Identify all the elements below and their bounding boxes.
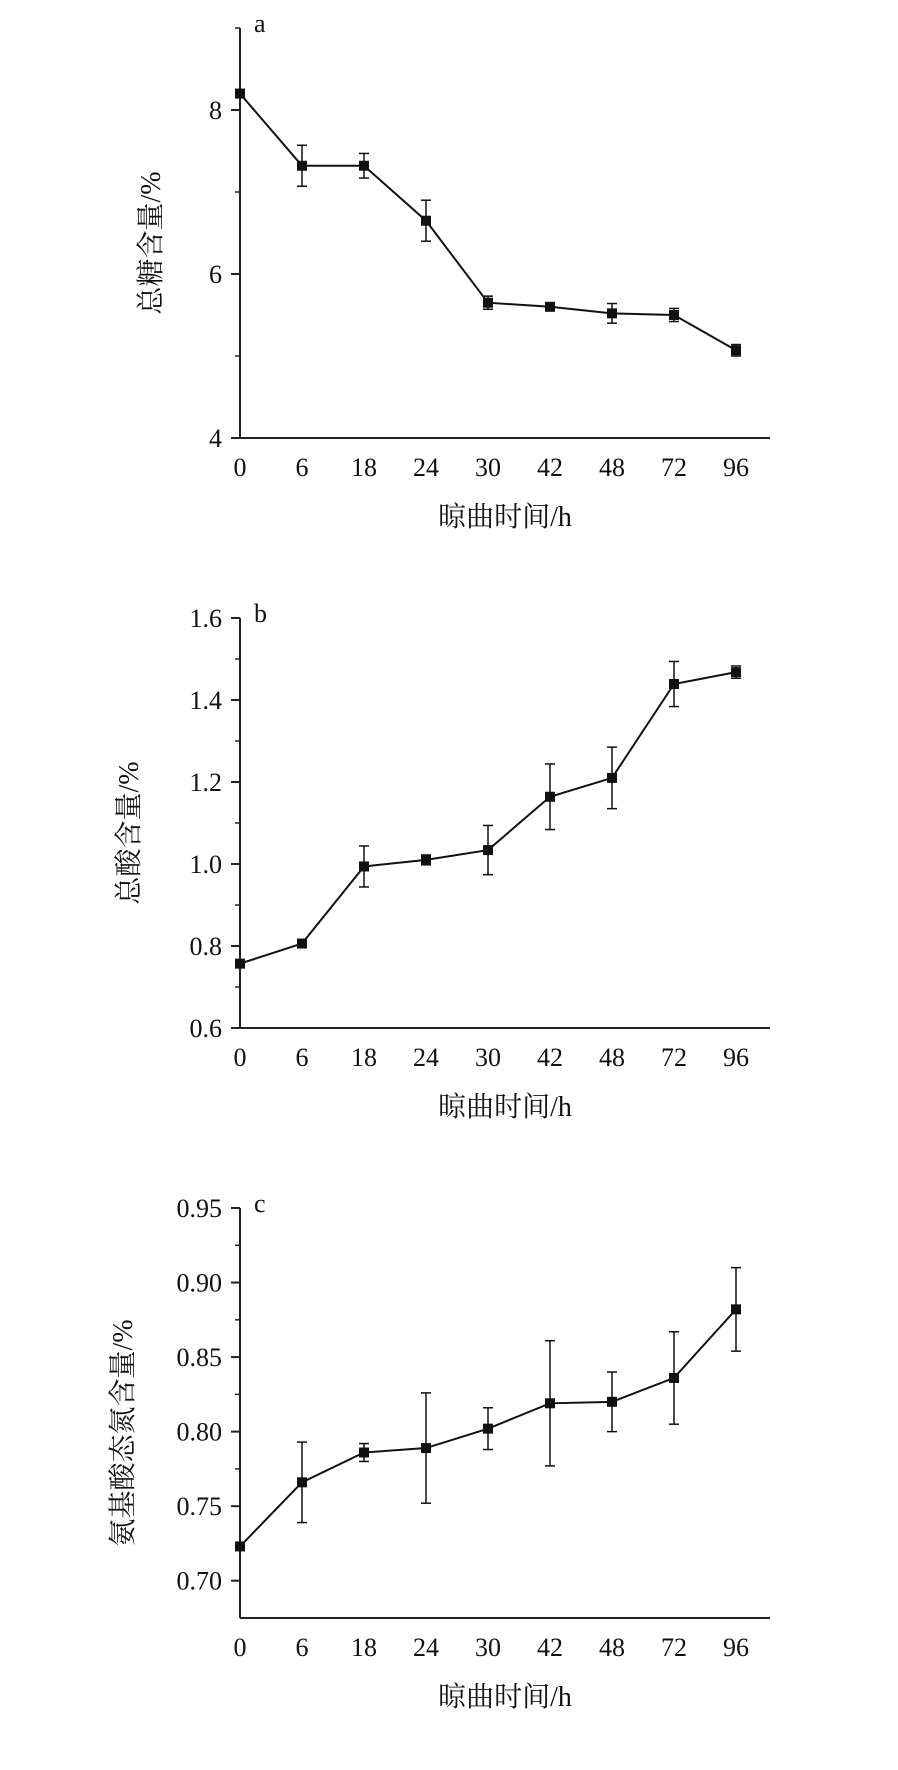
x-axis-title: 晾曲时间/h — [438, 1682, 572, 1713]
x-tick-label: 18 — [351, 1633, 377, 1662]
x-tick-label: 24 — [413, 1043, 439, 1072]
x-tick-label: 0 — [233, 453, 247, 482]
data-point-marker — [731, 345, 741, 355]
data-point-marker — [731, 1304, 741, 1314]
x-tick-label: 42 — [537, 453, 563, 482]
x-tick-label: 24 — [413, 453, 439, 482]
x-tick-label: 72 — [661, 1633, 687, 1662]
y-axis-title: 总酸含量/% — [114, 761, 145, 905]
x-tick-label: 96 — [723, 453, 749, 482]
panel-label: c — [254, 1189, 266, 1218]
data-point-marker — [607, 308, 617, 318]
x-tick-label: 6 — [295, 1633, 309, 1662]
data-point-marker — [669, 679, 679, 689]
x-tick-label: 48 — [599, 1633, 625, 1662]
panel-label: a — [254, 9, 266, 38]
y-tick-label: 1.4 — [189, 686, 222, 715]
data-point-marker — [545, 302, 555, 312]
x-tick-label: 72 — [661, 1043, 687, 1072]
data-point-marker — [359, 861, 369, 871]
data-point-marker — [545, 792, 555, 802]
x-tick-label: 48 — [599, 1043, 625, 1072]
x-tick-label: 72 — [661, 453, 687, 482]
y-tick-label: 4 — [209, 424, 222, 453]
y-tick-label: 0.8 — [189, 932, 222, 961]
data-point-marker — [483, 845, 493, 855]
data-point-marker — [235, 1541, 245, 1551]
y-tick-label: 8 — [209, 96, 222, 125]
x-tick-label: 24 — [413, 1633, 439, 1662]
y-tick-label: 0.70 — [176, 1566, 222, 1596]
x-tick-label: 0 — [233, 1633, 247, 1662]
x-tick-label: 0 — [233, 1043, 247, 1072]
x-axis-title: 晾曲时间/h — [438, 502, 572, 533]
y-tick-label: 0.80 — [176, 1417, 222, 1447]
x-axis-title: 晾曲时间/h — [438, 1092, 572, 1123]
data-point-marker — [483, 298, 493, 308]
data-point-marker — [421, 1443, 431, 1453]
data-point-marker — [421, 855, 431, 865]
y-tick-label: 1.0 — [189, 850, 222, 879]
panel-label: b — [254, 599, 267, 628]
y-tick-label: 0.95 — [176, 1194, 222, 1223]
y-tick-label: 0.75 — [176, 1492, 222, 1522]
data-point-marker — [545, 1398, 555, 1408]
x-tick-label: 42 — [537, 1043, 563, 1072]
data-point-marker — [297, 1477, 307, 1487]
data-point-marker — [607, 773, 617, 783]
data-point-marker — [731, 667, 741, 677]
x-tick-label: 6 — [295, 453, 309, 482]
x-tick-label: 30 — [475, 453, 501, 482]
y-tick-label: 0.90 — [176, 1268, 222, 1298]
y-axis-title: 氨基酸态氮含量/% — [108, 1319, 139, 1547]
y-tick-label: 1.2 — [189, 768, 222, 797]
x-tick-label: 48 — [599, 453, 625, 482]
y-tick-label: 0.85 — [176, 1343, 222, 1373]
data-point-marker — [669, 310, 679, 320]
y-tick-label: 0.6 — [189, 1014, 222, 1043]
data-point-marker — [359, 161, 369, 171]
x-tick-label: 30 — [475, 1633, 501, 1662]
data-point-marker — [359, 1448, 369, 1458]
data-point-marker — [669, 1373, 679, 1383]
data-point-marker — [421, 216, 431, 226]
data-point-marker — [235, 89, 245, 99]
data-point-marker — [297, 939, 307, 949]
x-tick-label: 96 — [723, 1633, 749, 1662]
y-tick-label: 1.6 — [189, 604, 222, 633]
x-tick-label: 42 — [537, 1633, 563, 1662]
x-tick-label: 6 — [295, 1043, 309, 1072]
x-tick-label: 96 — [723, 1043, 749, 1072]
x-tick-label: 30 — [475, 1043, 501, 1072]
x-tick-label: 18 — [351, 1043, 377, 1072]
y-tick-label: 6 — [209, 260, 222, 289]
data-point-marker — [297, 161, 307, 171]
data-point-marker — [235, 959, 245, 969]
data-point-marker — [483, 1424, 493, 1434]
y-axis-title: 总糖含量/% — [136, 171, 167, 315]
data-point-marker — [607, 1397, 617, 1407]
x-tick-label: 18 — [351, 453, 377, 482]
